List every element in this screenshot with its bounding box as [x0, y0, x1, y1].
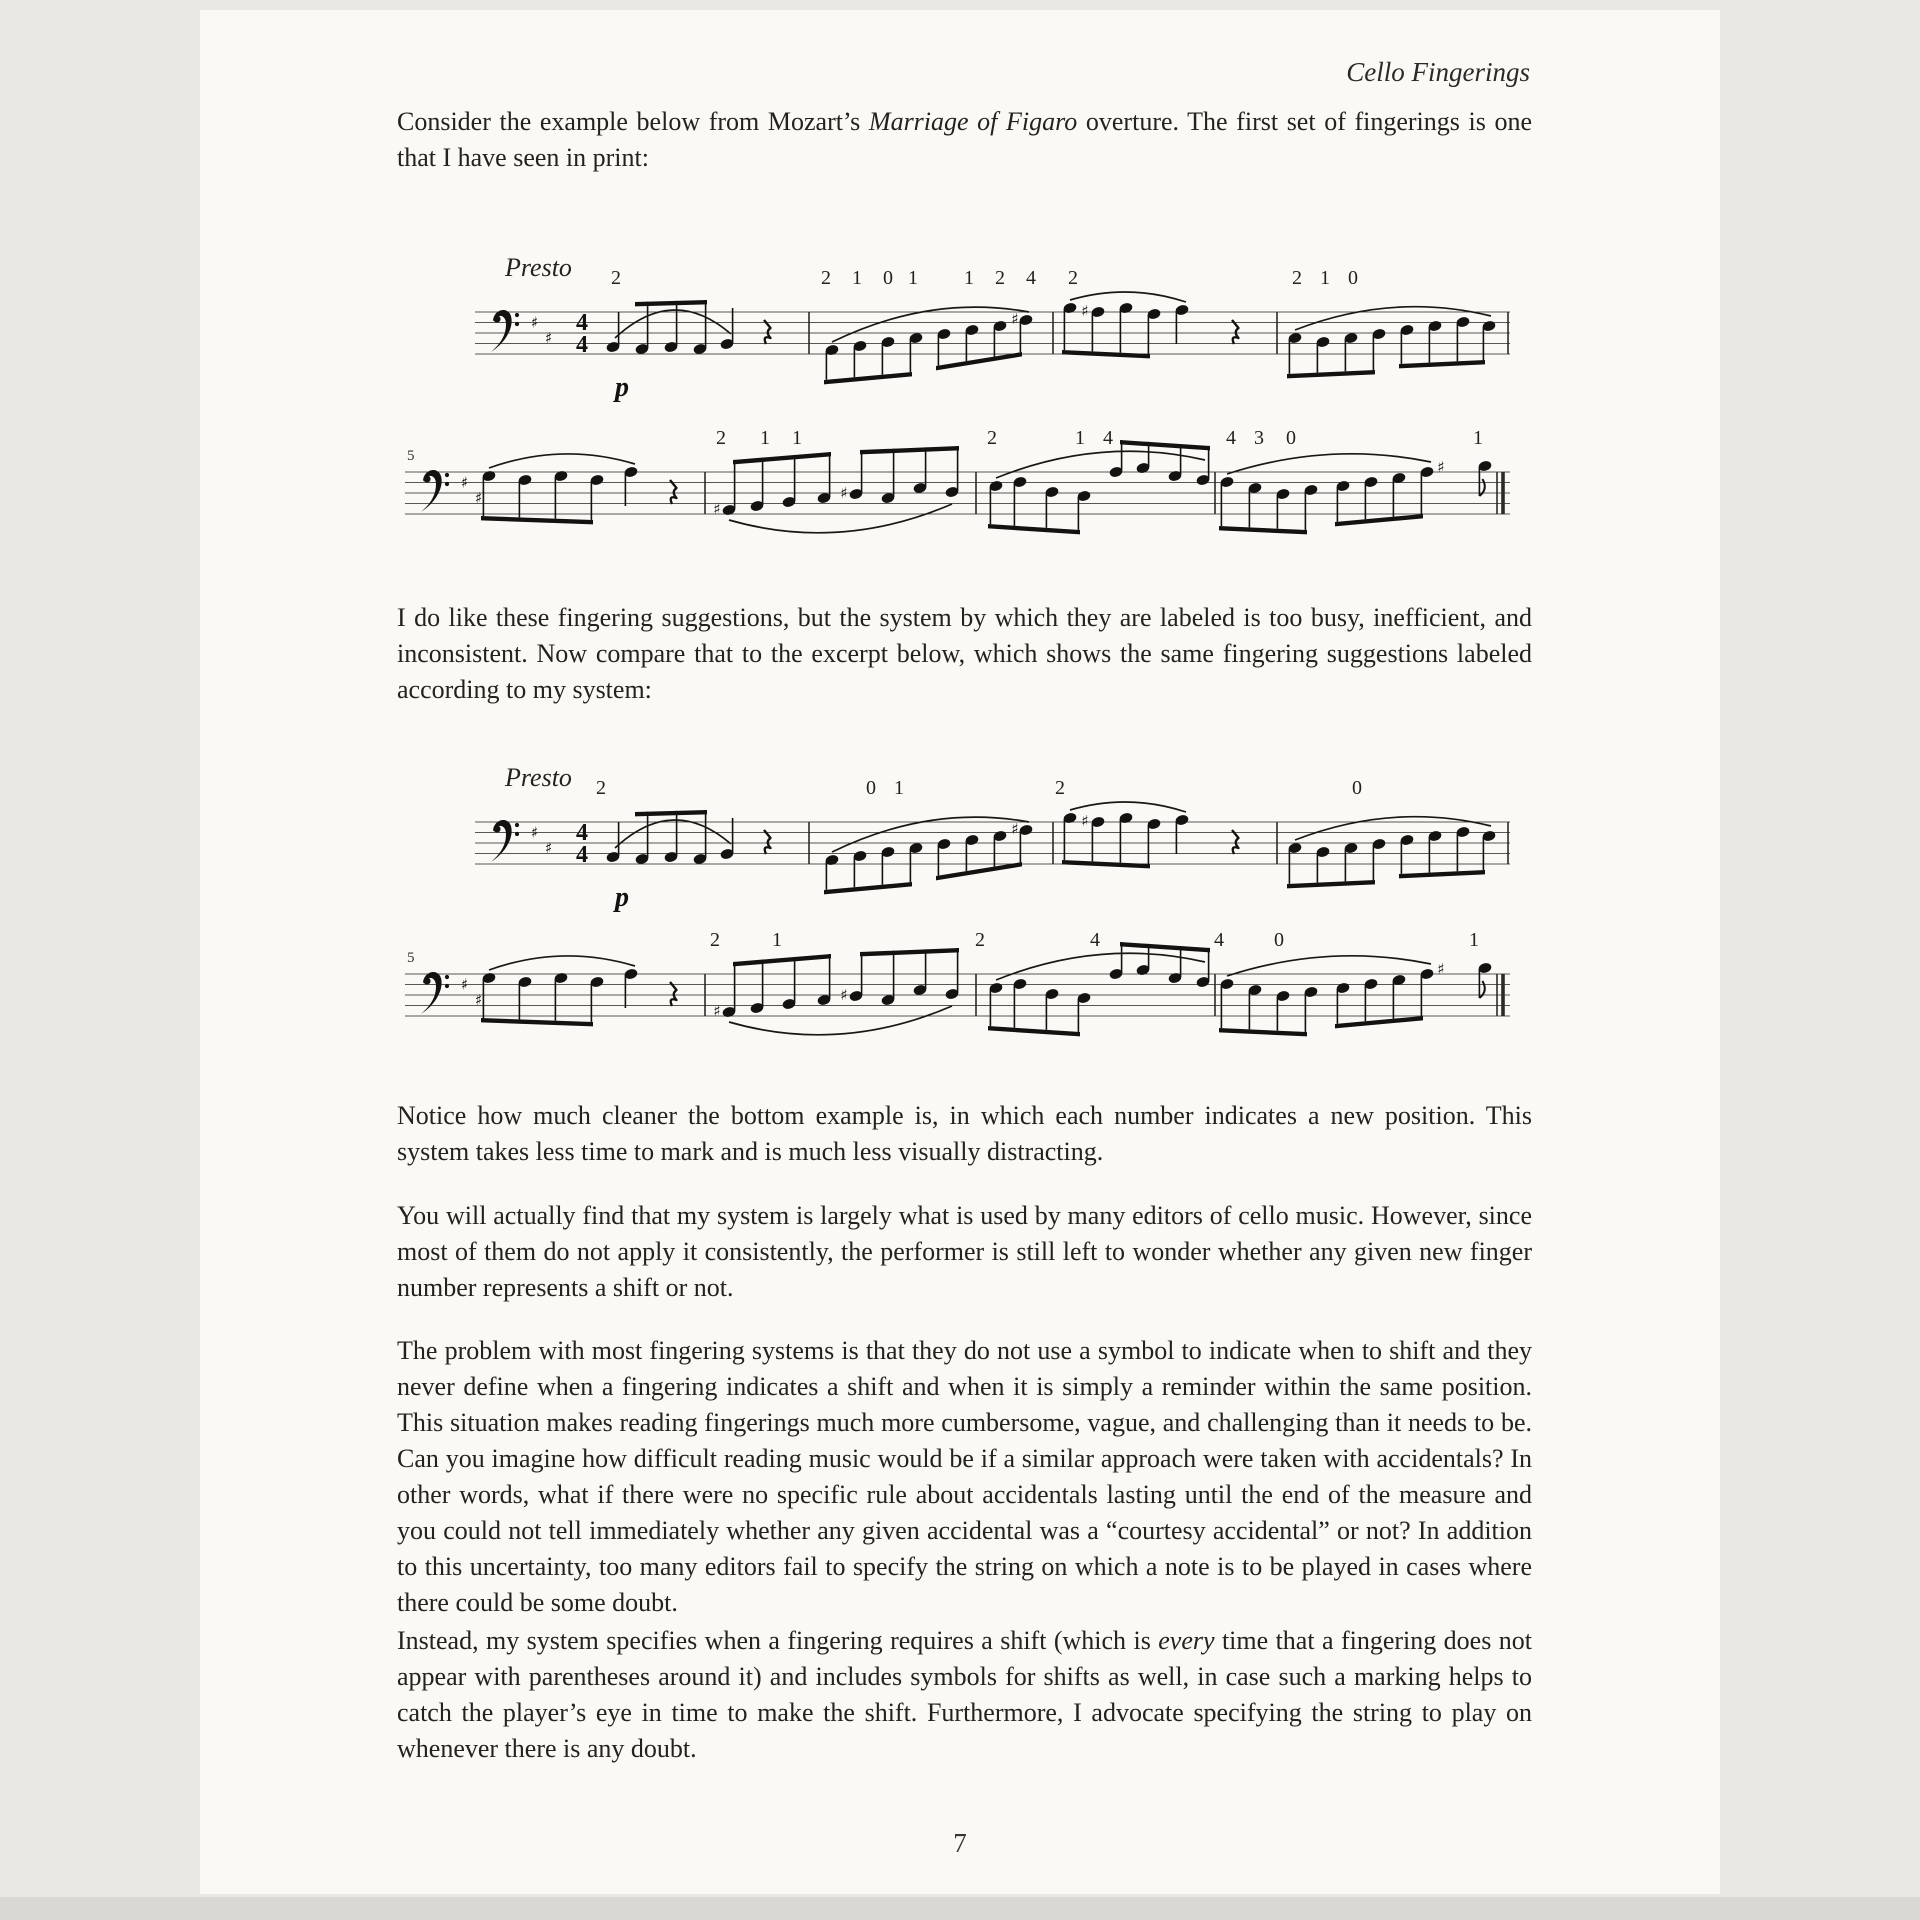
paragraph-notice — [397, 1098, 1532, 1170]
bass-clef-icon — [421, 470, 442, 512]
paragraph-problem — [397, 1333, 1532, 1621]
slur — [729, 1006, 952, 1035]
bass-clef-icon — [491, 310, 512, 352]
paragraph-intro — [397, 104, 1532, 176]
tempo-label: Presto — [505, 763, 572, 792]
music-system-svg-2 — [405, 410, 1510, 570]
fingering-label: 1 — [1469, 929, 1479, 951]
fingering-label: 0 — [1274, 929, 1284, 951]
fingering-label: 2 — [821, 267, 831, 289]
beam — [860, 446, 959, 454]
slur — [1070, 292, 1186, 302]
fingering-label: 3 — [1254, 427, 1264, 449]
fingering-label: 4 — [1090, 929, 1100, 951]
sharp-accidental-icon: ♯ — [713, 500, 721, 518]
music-excerpt-2-system-1 — [475, 760, 1510, 920]
fingering-label: 2 — [1055, 777, 1065, 799]
music-excerpt-1-system-1 — [475, 250, 1510, 410]
key-sharp-icon: ♯ — [461, 975, 469, 994]
bass-clef-dot — [445, 482, 449, 486]
sharp-accidental-icon: ♯ — [1011, 310, 1019, 328]
fingering-label: 0 — [1352, 777, 1362, 799]
paragraph-text: You will actually find that my system is largely what is used by many editors of cello music. However, since most of them do not apply it consistently, the performer is still left to wonder whether any given new finger number represents a shift or not. — [397, 1201, 1532, 1302]
fingering-label: 0 — [1286, 427, 1296, 449]
quarter-rest-icon — [764, 320, 771, 344]
key-sharp-icon: ♯ — [545, 839, 553, 857]
paragraph-text: Instead, my system specifies when a fingering requires a shift (which is — [397, 1626, 1159, 1655]
paragraph-text: time that a fingering does not appear with parentheses around it) and includes symbols for shifts as well, in case such a marking helps to catch the player’s eye in time to make the shift. Furthermore, I advocate specifying the string to play on whenever there is any doubt. — [397, 1626, 1532, 1763]
key-sharp-icon: ♯ — [545, 329, 553, 347]
beam — [1062, 350, 1150, 358]
key-sharp-icon: ♯ — [531, 823, 539, 842]
bass-clef-dot — [515, 823, 519, 827]
time-signature-numerator: 4 — [576, 820, 588, 846]
key-sharp-icon: ♯ — [475, 991, 483, 1009]
paragraph-text: Notice how much cleaner the bottom example is, in which each number indicates a new position. This system takes less time to mark and is much less visually distracting. — [397, 1101, 1532, 1166]
bass-clef-dot — [445, 975, 449, 979]
fingering-label: 2 — [975, 929, 985, 951]
dynamic-label: p — [615, 882, 629, 913]
bass-clef-dot — [445, 984, 449, 988]
fingering-label: 2 — [611, 267, 621, 289]
paragraph-text: I do like these fingering suggestions, but the system by which they are labeled is too busy, inefficient, and inconsistent. Now compare that to the excerpt below, which shows the same fingering suggestions labeled according to my system: — [397, 603, 1532, 704]
beam — [1287, 370, 1375, 378]
fingering-label: 1 — [964, 267, 974, 289]
beam — [1287, 880, 1375, 888]
measure-number: 5 — [407, 950, 415, 966]
beam — [824, 372, 912, 384]
fingering-label: 1 — [852, 267, 862, 289]
sharp-accidental-icon: ♯ — [1437, 458, 1445, 476]
bass-clef-dot — [423, 475, 430, 482]
fingering-label: 1 — [792, 427, 802, 449]
key-sharp-icon: ♯ — [461, 473, 469, 492]
sharp-accidental-icon: ♯ — [840, 484, 848, 502]
beam — [1219, 1028, 1307, 1036]
beam — [481, 1018, 593, 1026]
slur — [1227, 956, 1431, 976]
beam — [635, 300, 707, 306]
fingering-label: 2 — [596, 777, 606, 799]
bass-clef-dot — [493, 315, 500, 322]
bass-clef-dot — [493, 825, 500, 832]
music-excerpt-2-system-2 — [405, 912, 1510, 1072]
paragraph-critique — [397, 600, 1532, 708]
paragraph-text: overture. The first set of fingerings is one that I have seen in print: — [397, 107, 1532, 172]
beam — [1219, 526, 1307, 534]
music-excerpt-1-system-2 — [405, 410, 1510, 570]
fingering-label: 2 — [1068, 267, 1078, 289]
beam — [1399, 360, 1485, 368]
fingering-label: 4 — [1214, 929, 1224, 951]
fingering-label: 4 — [1026, 267, 1036, 289]
quarter-rest-icon — [1232, 320, 1239, 344]
fingering-label: 1 — [760, 427, 770, 449]
fingering-label: 1 — [1320, 267, 1330, 289]
music-system-svg-3 — [475, 760, 1510, 920]
bass-clef-dot — [515, 832, 519, 836]
fingering-label: 2 — [995, 267, 1005, 289]
beam — [988, 524, 1080, 534]
slur — [615, 820, 731, 848]
fingering-label: 2 — [1292, 267, 1302, 289]
key-sharp-icon: ♯ — [531, 313, 539, 332]
sharp-accidental-icon: ♯ — [1081, 812, 1089, 830]
fingering-label: 2 — [710, 929, 720, 951]
bass-clef-dot — [423, 977, 430, 984]
beam — [1335, 1016, 1423, 1028]
beam — [824, 882, 912, 894]
book-title-italic: Marriage of Figaro — [868, 107, 1078, 136]
quarter-rest-icon — [764, 830, 771, 854]
fingering-label: 1 — [1075, 427, 1085, 449]
fingering-label: 0 — [866, 777, 876, 799]
dynamic-label: p — [615, 372, 629, 403]
bass-clef-icon — [491, 820, 512, 862]
beam — [1335, 514, 1423, 526]
beam — [1120, 440, 1210, 450]
paragraph-text: The problem with most fingering systems is that they do not use a symbol to indicate when to shift and they never define when a fingering indicates a shift and when it is simply a reminder within the same position. This situation makes reading fingerings much more cumbersome, vague, and challenging than it needs to be. Can you imagine how difficult reading music would be if a similar approach were taken with accidentals? In other words, what if there were no specific rule about accidentals lasting until the end of the measure and you could not tell immediately whether any given accidental was a “courtesy accidental” or not? In addition to this uncertainty, too many editors fail to specify the string on which a note is to be played in cases where there could be some doubt. — [397, 1336, 1532, 1617]
paragraph-adoption — [397, 1198, 1532, 1306]
bass-clef-dot — [445, 473, 449, 477]
time-signature-denominator: 4 — [576, 332, 588, 358]
bass-clef-dot — [515, 313, 519, 317]
fingering-label: 0 — [883, 267, 893, 289]
quarter-rest-icon — [670, 480, 677, 504]
fingering-label: 2 — [987, 427, 997, 449]
beam — [733, 954, 831, 966]
book-page — [200, 10, 1720, 1894]
beam — [936, 352, 1022, 370]
tempo-label: Presto — [505, 253, 572, 282]
page-number: 7 — [953, 1828, 967, 1858]
time-signature-denominator: 4 — [576, 842, 588, 868]
music-system-svg-1 — [475, 250, 1510, 410]
beam — [733, 452, 831, 464]
fingering-label: 0 — [1348, 267, 1358, 289]
beam — [1120, 942, 1210, 952]
fingering-label: 1 — [894, 777, 904, 799]
slur — [729, 504, 952, 533]
slur — [1070, 802, 1186, 812]
fingering-label: 4 — [1103, 427, 1113, 449]
fingering-label: 1 — [772, 929, 782, 951]
beam — [1399, 870, 1485, 878]
fingering-label: 2 — [716, 427, 726, 449]
fingering-label: 1 — [908, 267, 918, 289]
sharp-accidental-icon: ♯ — [1011, 820, 1019, 838]
sharp-accidental-icon: ♯ — [840, 986, 848, 1004]
time-signature-numerator: 4 — [576, 310, 588, 336]
beam — [988, 1026, 1080, 1036]
beam — [936, 862, 1022, 880]
beam — [860, 948, 959, 956]
key-sharp-icon: ♯ — [475, 489, 483, 507]
fingering-label: 1 — [1473, 427, 1483, 449]
sharp-accidental-icon: ♯ — [1437, 960, 1445, 978]
sharp-accidental-icon: ♯ — [1081, 302, 1089, 320]
scan-bottom-band — [0, 1897, 1920, 1920]
bass-clef-dot — [515, 322, 519, 326]
paragraph-instead — [397, 1623, 1532, 1767]
paragraph-text: Consider the example below from Mozart’s — [397, 107, 869, 136]
sharp-accidental-icon: ♯ — [713, 1002, 721, 1020]
measure-number: 5 — [407, 448, 415, 464]
quarter-rest-icon — [1232, 830, 1239, 854]
slur — [1227, 454, 1431, 474]
beam — [1062, 860, 1150, 868]
running-head: Cello Fingerings — [1346, 57, 1530, 87]
bass-clef-icon — [421, 972, 442, 1014]
fingering-label: 4 — [1226, 427, 1236, 449]
beam — [481, 516, 593, 524]
slur — [489, 956, 635, 970]
slur — [489, 454, 635, 468]
slur — [615, 310, 731, 338]
quarter-rest-icon — [670, 982, 677, 1006]
music-system-svg-4 — [405, 912, 1510, 1072]
emphasis-italic: every — [1158, 1626, 1215, 1655]
beam — [635, 810, 707, 816]
